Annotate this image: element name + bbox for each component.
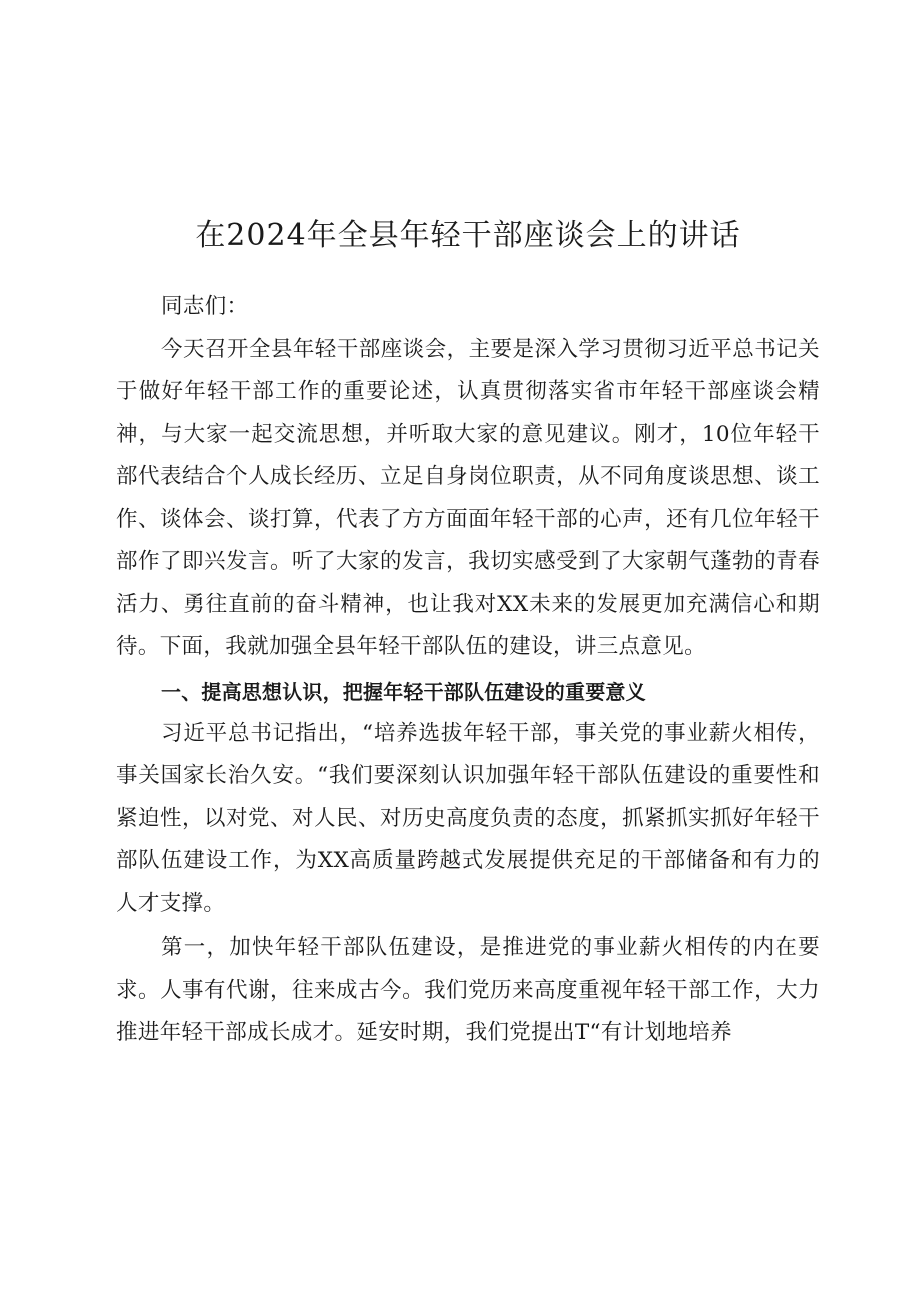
salutation: 同志们： (161, 294, 249, 319)
section-heading-1: 一、提高思想认识，把握年轻干部队伍建设的重要意义 (161, 679, 646, 704)
page-title: 在2024年全县年轻干部座谈会上的讲话 (195, 218, 741, 253)
intro-paragraph: 今天召开全县年轻干部座谈会，主要是深入学习贯彻习近平总书记关于做好年轻干部工作的重要论述，认真贯彻落实省市年轻干部座谈会精神，与大家一起交流思想，并听取大家的意见建议。刚才，10位年轻干部代表结合个人成长经历、立足自身岗位职责，从不同角度谈思想、谈工作、谈体会、谈打算，代表了方方面面年轻干部的心声，还有几位年轻干部作了即兴发言。听了大家的发言，我切实感受到了大家朝气蓬勃的青春活力、勇往直前的奋斗精神，也让我对XX未来的发展更加充满信心和期待。下面，我就加强全县年轻干部队伍的建设，讲三点意见。 (116, 336, 820, 659)
quote-paragraph: 习近平总书记指出，“培养选拔年轻干部，事关党的事业薪火相传，事关国家长治久安。“我们要深刻认识加强年轻干部队伍建设的重要性和紧迫性，以对党、对人民、对历史高度负责的态度，抓紧抓实抓好年轻干部队伍建设工作，为XX高质量跨越式发展提供充足的干部储备和有力的人才支撑。 (116, 720, 820, 916)
document-content (116, 214, 820, 1057)
first-point-paragraph: 第一，加快年轻干部队伍建设，是推进党的事业薪火相传的内在要求。人事有代谢，往来成古今。我们党历来高度重视年轻干部工作，大力推进年轻干部成长成才。延安时期，我们党提出T“有计划地培养 (116, 935, 820, 1045)
